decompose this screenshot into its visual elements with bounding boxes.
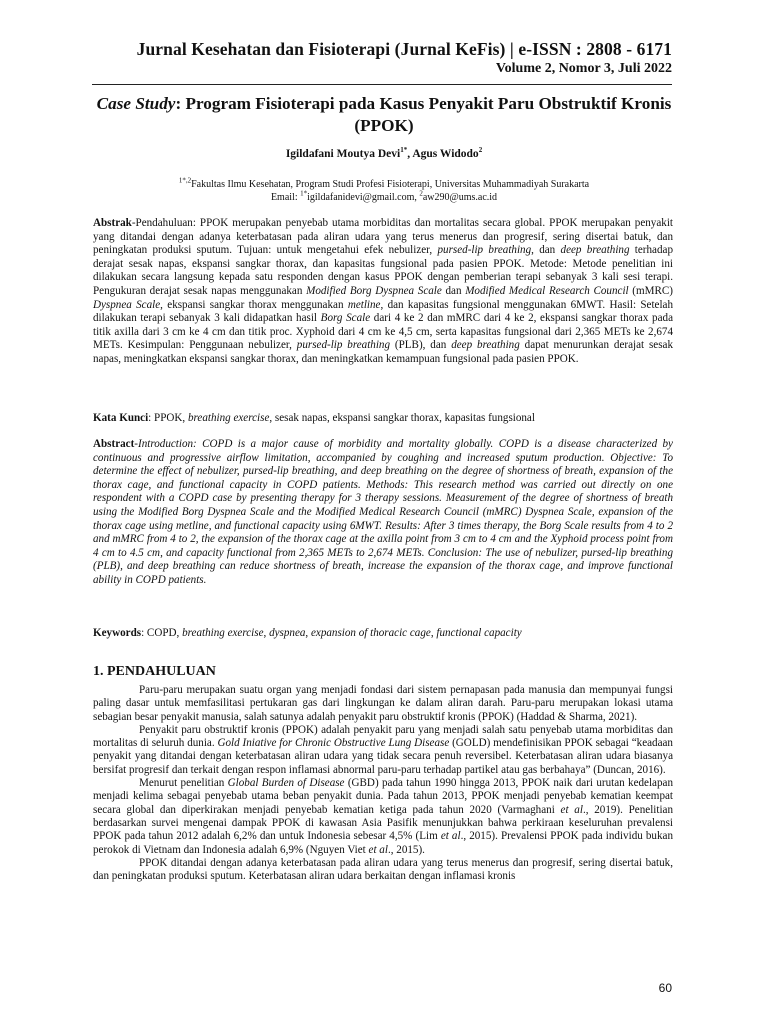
abstract-indonesian: [93, 217, 673, 367]
body-text: [93, 684, 673, 883]
email-2[interactable]: aw290@ums.ac.id: [422, 192, 498, 203]
author-separator: ,: [407, 148, 413, 160]
affiliation-marker: 1*,2: [178, 176, 192, 185]
abstrak-text: (mMRC): [628, 284, 673, 297]
paragraph-4: PPOK ditandai dengan adanya keterbatasan pada aliran udara yang terus menerus dan progresif, sering disertai batuk, dan peningkatan produksi sputum. Keterbatasan aliran udara berkaitan dengan inflamasi kronis: [93, 856, 673, 883]
paragraph-text: (GBD) pada tahun 1990 hingga 2013, PPOK naik dari urutan kedelapan menjadi kelima sebagai penyebab utama beban penyakit dunia. Pada tahun 2013, PPOK menjadi penyebab kematian keempat secara global dan diperkirakan menjadi penyebab kematian ketiga pada tahun 2020 (Varmaghani: [93, 777, 673, 816]
paper-title: [80, 93, 688, 136]
keywords-term: functional capacity: [436, 627, 522, 639]
kata-kunci-label: Kata Kunci: [93, 412, 149, 424]
title-italic-part: Case Study: [96, 94, 176, 113]
author-1-marker: 1*: [400, 146, 408, 155]
author-1: Igildafani Moutya Devi: [285, 148, 401, 160]
abstrak-text: -Pendahuluan: PPOK merupakan penyebab utama morbiditas dan mortalitas secara global. PPOK merupakan penyakit yang ditandai dengan adanya keterbatasan pada aliran udara yang terus menerus dan progresif, sering disertai batuk, dan peningkatan produksi sputum. Tujuan: untuk mengetahui efek nebulizer,: [93, 217, 673, 257]
paragraph-term: et al: [440, 830, 461, 843]
abstract-dash: -: [134, 438, 138, 450]
paragraph-2: [93, 724, 673, 777]
email-label: Email:: [270, 192, 301, 203]
affiliation-line: [80, 178, 688, 191]
abstrak-term: Modified Medical Research Council: [465, 284, 629, 297]
header-divider: [92, 84, 672, 85]
keywords-term: breathing exercise: [182, 627, 264, 639]
page-number: 60: [658, 981, 672, 995]
abstrak-term: Modified Borg Dyspnea Scale: [306, 284, 442, 297]
keywords-text: ,: [263, 627, 270, 639]
kata-kunci: [93, 412, 673, 426]
keywords-text: : COPD,: [141, 627, 183, 639]
title-main-part: : Program Fisioterapi pada Kasus Penyakit Paru Obstruktif Kronis (PPOK): [175, 94, 672, 135]
paragraph-text: Menurut penelitian: [139, 777, 228, 790]
paragraph-term: et al: [560, 803, 583, 816]
paragraph-text: ., 2019). Penelitian berdasarkan survei mengenai dampak PPOK di kawasan Asia Pasifik menunjukkan bahwa perkiraan keseluruhan prevalensi PPOK pada tahun 2012 adalah 6,2% dan untuk Indonesia sebesar 4,5% (Lim: [93, 803, 673, 843]
abstrak-text: , dan: [531, 244, 561, 257]
abstrak-term: Borg Scale: [320, 312, 371, 325]
email-1-marker: 1*: [300, 189, 308, 198]
author-2-marker: 2: [478, 146, 483, 155]
affiliation: [80, 178, 688, 204]
abstrak-term: pursed-lip breathing: [437, 244, 532, 257]
journal-name: Jurnal Kesehatan dan Fisioterapi (Jurnal KeFis) | e-ISSN : 2808 - 6171: [136, 39, 672, 59]
journal-header: [0, 38, 672, 78]
abstrak-text: dan: [441, 284, 466, 297]
paragraph-term: Gold Iniative for Chronic Obstructive Lung Disease: [217, 737, 450, 750]
kata-kunci-text: , sesak napas, ekspansi sangkar thorax, kapasitas fungsional: [269, 412, 535, 424]
keywords-term: dyspnea: [269, 627, 306, 639]
kata-kunci-term: breathing exercise: [187, 412, 270, 424]
keywords-text: ,: [430, 627, 437, 639]
keywords: [93, 627, 673, 641]
abstract-text: Introduction: COPD is a major cause of morbidity and mortality globally. COPD is a disease characterized by continuous and progressive airflow limitation, accompanied by coughing and increased sputum production. Objective: To determine the effect of nebulizer, pursed-lip breathing, and deep breathing on the degree of shortness of breath, expansion of the thorax cage, and functional capacity in COPD patients. Methods: This research method was carried out directly on one respondent with a COPD case by presenting therapy for 3 therapy sessions. Measurement of the degree of shortness of breath using the Modified Borg Dyspnea Scale and the Modified Medical Research Council (mMRC) Dyspnea Scale, expansion of the thorax cage using metline, and functional capacity using 6MWT. Results: After 3 times therapy, the Borg Scale results from 4 to 2 and mMRC from 4 to 2, the expansion of the thorax cage at the axilla point from 3 cm to 4 cm and the Xyphoid process point from 4 cm to 4.5 cm, and capacity functional from 2,365 METs to 2,674 METs. Conclusion: The use of nebulizer, pursed-lip breathing (PLB), and deep breathing can reduce shortness of breath, increase the expansion of the thorax cage, and improve functional ability in COPD patients.: [93, 438, 673, 586]
author-list: [80, 148, 688, 160]
abstrak-term: deep breathing: [451, 339, 520, 352]
keywords-term: expansion of thoracic cage: [310, 627, 431, 639]
email-2-marker: 2: [419, 189, 423, 198]
paragraph-text: ., 2015). Prevalensi PPOK pada individu bukan perokok di Vietnam dan Indonesia adalah 6,9% (Nguyen Viet: [93, 830, 673, 856]
paragraph-3: [93, 777, 673, 857]
abstrak-text: (PLB), dan: [390, 339, 452, 352]
abstrak-term: Dyspnea Scale: [93, 298, 161, 311]
abstract-label: Abstract: [93, 438, 135, 450]
affiliation-text: Fakultas Ilmu Kesehatan, Program Studi Profesi Fisioterapi, Universitas Muhammadiyah Surakarta: [191, 179, 590, 190]
email-1[interactable]: igildafanidevi@gmail.com,: [307, 192, 420, 203]
abstrak-label: Abstrak: [93, 217, 132, 229]
keywords-text: ,: [305, 627, 311, 639]
paragraph-text: ., 2015).: [387, 843, 425, 856]
paragraph-1: Paru-paru merupakan suatu organ yang menjadi fondasi dari sistem pernapasan pada manusia dan mempunyai fungsi paling dasar untuk memfasilitasi pertukaran gas dari lingkungan ke dalam aliran darah. Paru-paru merupakan lokasi utama sebagian besar penyakit manusia, salah satunya adalah penyakit paru obstruktif kronis (PPOK) (Haddad & Sharma, 2021).: [93, 684, 673, 723]
paragraph-term: Global Burden of Disease: [227, 777, 345, 790]
kata-kunci-text: : PPOK,: [148, 412, 188, 424]
paragraph-text: Penyakit paru obstruktif kronis (PPOK) adalah penyakit paru yang menjadi salah satu penyebab utama morbiditas dan mortalitas di seluruh dunia.: [93, 723, 673, 750]
email-line: [80, 191, 688, 204]
section-heading: 1. PENDAHULUAN: [93, 664, 216, 679]
abstrak-term: pursed-lip breathing: [296, 339, 391, 352]
paragraph-text: (GOLD) mendefinisikan PPOK sebagai “keadaan penyakit yang ditandai dengan keterbatasan aliran udara yang tidak secara penuh reversibel. Keterbatasan aliran udara biasanya bersifat progresif dan terkait dengan respon inflamasi abnormal paru-paru terhadap partikel atau gas berbahaya” (Duncan, 2016).: [93, 737, 673, 776]
abstract-english: [93, 438, 673, 588]
journal-issue: Volume 2, Nomor 3, Juli 2022: [495, 61, 672, 76]
author-2: Agus Widodo: [412, 148, 479, 160]
abstrak-text: dapat menurunkan derajat sesak napas, meningkatkan ekspansi sangkar thorax, dan meningkatkan kemampuan fungsional pada pasien PPOK.: [93, 339, 673, 365]
abstrak-text: terhadap derajat sesak napas, ekspansi sangkar thorax, dan kapasitas fungsional pada pasien PPOK. Metode: Metode penelitian ini dilakukan secara langsung kepada satu responden dengan kasus PPOK dengan pemberian terapi sebanyak 3 kali sesi terapi. Pengukuran derajat sesak napas menggunakan: [93, 244, 673, 297]
abstrak-text: dari 4 ke 2 dan mMRC dari 4 ke 2, ekspansi sangkar thorax pada titik axilla dari 3 cm ke 4 cm dan titik proc. Xyphoid dari 4 cm ke 4,5 cm, serta kapasitas fungsional dari 2,365 METs ke 2,674 METs. Kesimpulan: Penggunaan nebulizer,: [93, 312, 674, 352]
paragraph-term: et al: [368, 843, 388, 856]
keywords-label: Keywords: [93, 627, 142, 639]
abstrak-text: , dan kapasitas fungsional menggunakan 6MWT. Hasil: Setelah dilakukan terapi sebanyak 3 kali didapatkan hasil: [93, 298, 673, 325]
abstrak-term: deep breathing: [560, 244, 630, 257]
abstrak-text: , ekspansi sangkar thorax menggunakan: [160, 298, 348, 311]
abstrak-term: metline: [347, 298, 381, 311]
